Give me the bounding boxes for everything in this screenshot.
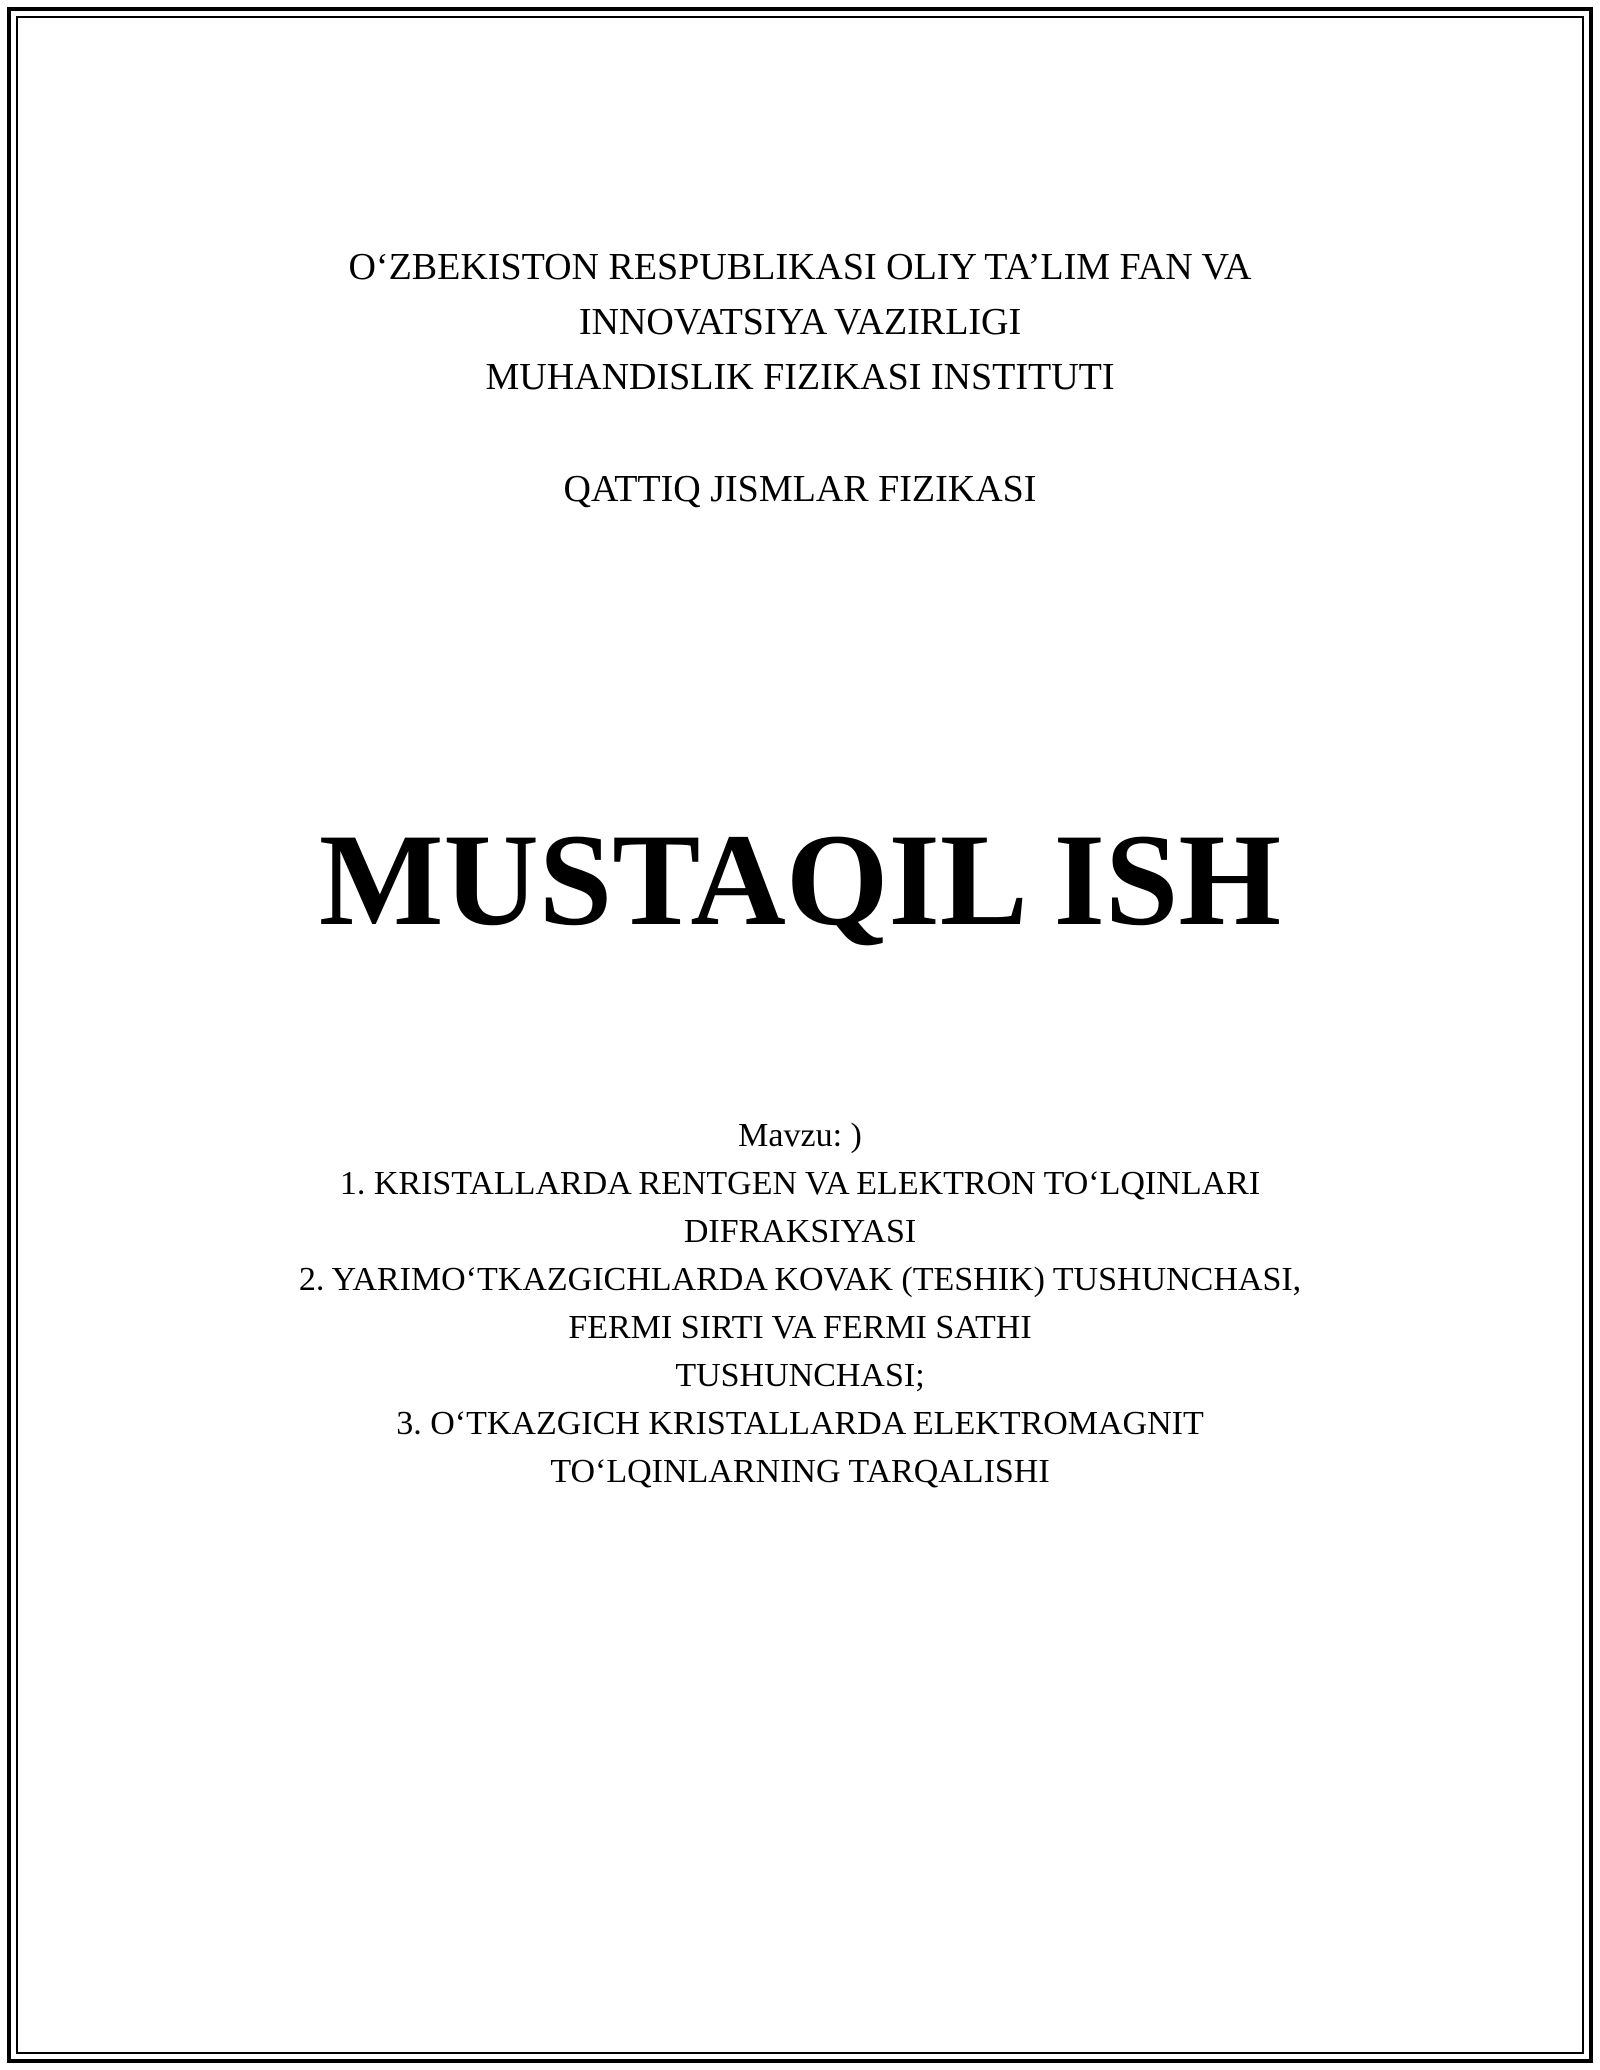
topics-section	[0, 1112, 1600, 1496]
topic-line-2: DIFRAKSIYASI	[683, 1213, 917, 1250]
topic-line-5: TUSHUNCHASI;	[675, 1357, 925, 1394]
header-line-2: INNOVATSIYA VAZIRLIGI	[578, 301, 1022, 343]
topic-line-7: TO‘LQINLARNING TARQALISHI	[550, 1453, 1050, 1490]
topic-line-3: 2. YARIMO‘TKAZGICHLARDA KOVAK (TESHIK) TUSHUNCHASI,	[298, 1261, 1302, 1298]
document-title: MUSTAQIL ISH	[318, 806, 1282, 953]
topic-line-4: FERMI SIRTI VA FERMI SATHI	[568, 1309, 1032, 1346]
header-line-1: O‘ZBEKISTON RESPUBLIKASI OLIY TA’LIM FAN VA	[348, 246, 1252, 288]
topic-line-1: 1. KRISTALLARDA RENTGEN VA ELEKTRON TO‘LQINLARI	[339, 1165, 1261, 1202]
header-line-3: MUHANDISLIK FIZIKASI INSTITUTI	[485, 356, 1115, 398]
institution-header	[0, 240, 1600, 405]
topics-label: Mavzu: )	[738, 1117, 862, 1154]
topic-line-6: 3. O‘TKAZGICH KRISTALLARDA ELEKTROMAGNIT	[396, 1405, 1204, 1442]
subject-name: QATTIQ JISMLAR FIZIKASI	[563, 468, 1037, 510]
